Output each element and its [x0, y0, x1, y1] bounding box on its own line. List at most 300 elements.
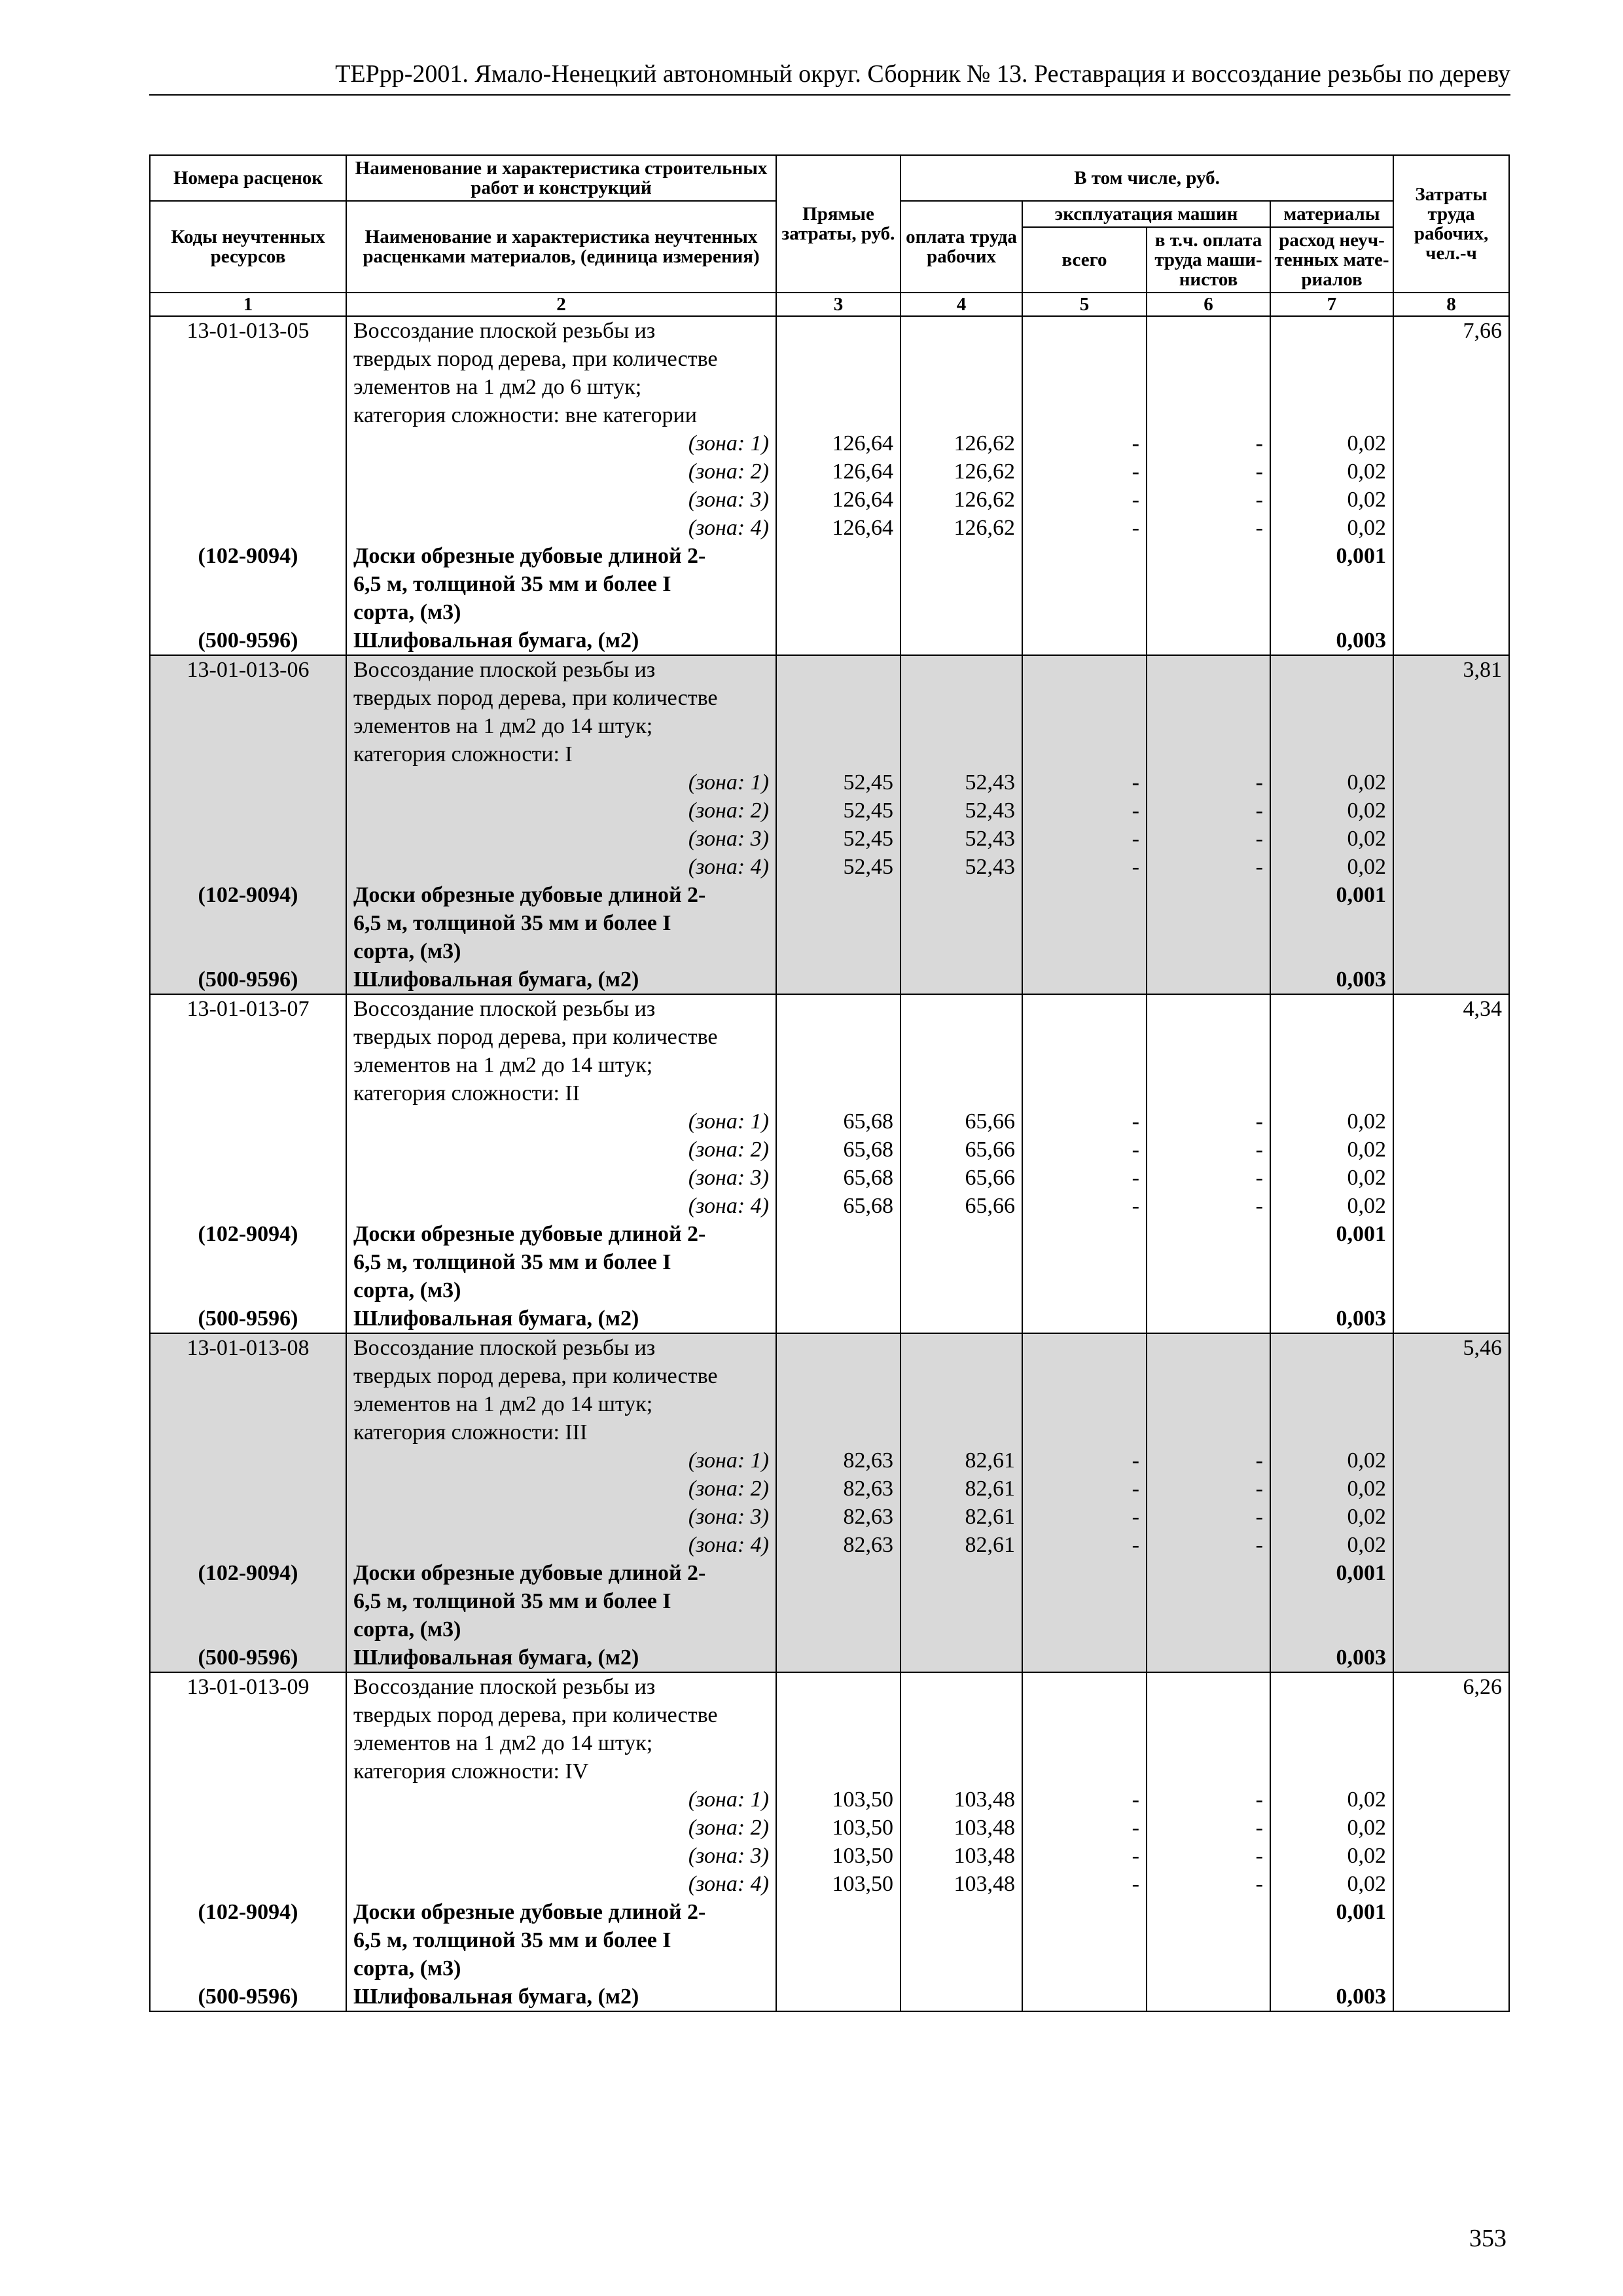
materials-cost: 0,02: [1270, 1192, 1393, 1220]
materials-cost: 0,02: [1270, 429, 1393, 457]
resource-name-line: Шлифовальная бумага, (м2): [346, 1643, 776, 1672]
machine-total: -: [1022, 1503, 1147, 1531]
empty-cell: [776, 1729, 901, 1757]
zone-row: [150, 1531, 1509, 1559]
empty-cell: [1147, 1982, 1270, 2011]
rate-name-line: твердых пород дерева, при количестве: [346, 345, 776, 373]
resource-row: [150, 1559, 1509, 1587]
empty-cell: [1393, 345, 1509, 373]
empty-cell: [150, 345, 346, 373]
empty-cell: [1393, 1362, 1509, 1390]
empty-cell: [776, 881, 901, 909]
resource-code: (102-9094): [150, 1898, 346, 1926]
empty-cell: [1270, 1051, 1393, 1079]
materials-cost: 0,02: [1270, 457, 1393, 486]
resource-row: [150, 1926, 1509, 1954]
empty-cell: [901, 345, 1022, 373]
rate-name-line: твердых пород дерева, при количестве: [346, 1701, 776, 1729]
empty-cell: [1147, 1672, 1270, 1701]
worker-pay: 126,62: [901, 429, 1022, 457]
empty-cell: [1393, 797, 1509, 825]
materials-cost: 0,02: [1270, 1531, 1393, 1559]
empty-cell: [1022, 1051, 1147, 1079]
direct-cost: 65,68: [776, 1192, 901, 1220]
empty-cell: [1147, 1418, 1270, 1446]
worker-pay: 65,66: [901, 1192, 1022, 1220]
empty-cell: [901, 1276, 1022, 1304]
empty-cell: [1147, 542, 1270, 570]
materials-cost: 0,02: [1270, 853, 1393, 881]
empty-cell: [1393, 1954, 1509, 1982]
empty-cell: [901, 1079, 1022, 1107]
empty-cell: [1022, 909, 1147, 937]
machinist-pay: -: [1147, 486, 1270, 514]
column-number: 1: [150, 293, 346, 316]
empty-cell: [1147, 598, 1270, 626]
zone-row: [150, 825, 1509, 853]
empty-cell: [150, 1192, 346, 1220]
empty-cell: [150, 429, 346, 457]
resource-row: [150, 937, 1509, 965]
empty-cell: [1022, 1982, 1147, 2011]
rate-name-row: [150, 316, 1509, 345]
empty-cell: [150, 684, 346, 712]
empty-cell: [1147, 316, 1270, 345]
worker-pay: 82,61: [901, 1446, 1022, 1475]
machine-total: -: [1022, 1136, 1147, 1164]
direct-cost: 126,64: [776, 429, 901, 457]
rate-name-row: [150, 1418, 1509, 1446]
empty-cell: [150, 1023, 346, 1051]
empty-cell: [776, 1672, 901, 1701]
empty-cell: [150, 1248, 346, 1276]
column-number: 2: [346, 293, 776, 316]
empty-cell: [1022, 655, 1147, 684]
empty-cell: [1393, 429, 1509, 457]
empty-cell: [1147, 1333, 1270, 1362]
direct-cost: 82,63: [776, 1531, 901, 1559]
rate-block: [150, 316, 1509, 655]
zone-label: (зона: 4): [346, 853, 776, 881]
direct-cost: 52,45: [776, 768, 901, 797]
empty-cell: [1147, 345, 1270, 373]
machine-total: -: [1022, 514, 1147, 542]
empty-cell: [776, 1276, 901, 1304]
rate-name-line: элементов на 1 дм2 до 14 штук;: [346, 1729, 776, 1757]
materials-cost: 0,02: [1270, 1164, 1393, 1192]
rate-block: [150, 655, 1509, 994]
empty-cell: [1393, 1023, 1509, 1051]
empty-cell: [1393, 542, 1509, 570]
labor-cost: 7,66: [1393, 316, 1509, 345]
worker-pay: 52,43: [901, 768, 1022, 797]
resource-name-line: 6,5 м, толщиной 35 мм и более I: [346, 1248, 776, 1276]
machine-total: -: [1022, 853, 1147, 881]
machine-total: -: [1022, 429, 1147, 457]
zone-label: (зона: 1): [346, 1785, 776, 1814]
empty-cell: [1270, 1672, 1393, 1701]
zone-label: (зона: 4): [346, 514, 776, 542]
resource-name-line: сорта, (м3): [346, 1615, 776, 1643]
direct-cost: 103,50: [776, 1785, 901, 1814]
empty-cell: [150, 797, 346, 825]
rate-name-row: [150, 1362, 1509, 1390]
zone-label: (зона: 3): [346, 486, 776, 514]
resource-consumption: 0,003: [1270, 1643, 1393, 1672]
header-machine-operation: эксплуатация машин: [1022, 201, 1270, 227]
materials-cost: 0,02: [1270, 1814, 1393, 1842]
machine-total: -: [1022, 1475, 1147, 1503]
direct-cost: 126,64: [776, 486, 901, 514]
machine-total: -: [1022, 1870, 1147, 1898]
empty-cell: [1022, 994, 1147, 1023]
resource-row: [150, 1982, 1509, 2011]
materials-cost: 0,02: [1270, 1446, 1393, 1475]
materials-cost: 0,02: [1270, 1842, 1393, 1870]
worker-pay: 52,43: [901, 825, 1022, 853]
machinist-pay: -: [1147, 429, 1270, 457]
empty-cell: [901, 937, 1022, 965]
zone-row: [150, 514, 1509, 542]
empty-cell: [150, 1701, 346, 1729]
empty-cell: [150, 1615, 346, 1643]
page-header: ТЕРрр-2001. Ямало-Ненецкий автономный округ. Сборник № 13. Реставрация и воссоздание резьбы по дереву: [149, 58, 1510, 96]
empty-cell: [1393, 1248, 1509, 1276]
rate-name-line: категория сложности: II: [346, 1079, 776, 1107]
resource-code: (102-9094): [150, 1220, 346, 1248]
zone-row: [150, 1192, 1509, 1220]
zone-label: (зона: 2): [346, 1475, 776, 1503]
direct-cost: 52,45: [776, 825, 901, 853]
materials-cost: 0,02: [1270, 1785, 1393, 1814]
machinist-pay: -: [1147, 1136, 1270, 1164]
empty-cell: [776, 909, 901, 937]
empty-cell: [1022, 881, 1147, 909]
resource-consumption: 0,001: [1270, 881, 1393, 909]
empty-cell: [1147, 655, 1270, 684]
empty-cell: [1393, 457, 1509, 486]
empty-cell: [776, 1559, 901, 1587]
empty-cell: [1270, 684, 1393, 712]
empty-cell: [150, 486, 346, 514]
empty-cell: [1022, 401, 1147, 429]
empty-cell: [776, 1079, 901, 1107]
rate-name-row: [150, 401, 1509, 429]
materials-cost: 0,02: [1270, 514, 1393, 542]
zone-row: [150, 1446, 1509, 1475]
machine-total: -: [1022, 797, 1147, 825]
zone-label: (зона: 3): [346, 1164, 776, 1192]
resource-consumption: 0,001: [1270, 1559, 1393, 1587]
resource-row: [150, 1954, 1509, 1982]
empty-cell: [1393, 1814, 1509, 1842]
empty-cell: [150, 1503, 346, 1531]
rate-name-row: [150, 1757, 1509, 1785]
empty-cell: [1393, 740, 1509, 768]
header-rates-number: Номера расценок: [150, 155, 346, 201]
zone-label: (зона: 1): [346, 768, 776, 797]
empty-cell: [150, 909, 346, 937]
empty-cell: [150, 853, 346, 881]
empty-cell: [901, 684, 1022, 712]
machine-total: -: [1022, 1446, 1147, 1475]
empty-cell: [776, 1390, 901, 1418]
empty-cell: [776, 542, 901, 570]
empty-cell: [1393, 1503, 1509, 1531]
empty-cell: [1147, 1587, 1270, 1615]
zone-row: [150, 1503, 1509, 1531]
worker-pay: 126,62: [901, 514, 1022, 542]
empty-cell: [150, 1418, 346, 1446]
empty-cell: [1393, 1729, 1509, 1757]
resource-code: (102-9094): [150, 881, 346, 909]
worker-pay: 82,61: [901, 1531, 1022, 1559]
rate-name-row: [150, 1729, 1509, 1757]
empty-cell: [1022, 1276, 1147, 1304]
empty-cell: [150, 1926, 346, 1954]
empty-cell: [150, 768, 346, 797]
resource-name-line: Доски обрезные дубовые длиной 2-: [346, 881, 776, 909]
resource-code: (500-9596): [150, 1643, 346, 1672]
rate-code: 13-01-013-08: [150, 1333, 346, 1362]
empty-cell: [1147, 1729, 1270, 1757]
resource-consumption: 0,003: [1270, 626, 1393, 655]
empty-cell: [1022, 1248, 1147, 1276]
column-number: 6: [1147, 293, 1270, 316]
header-materials: материалы: [1270, 201, 1393, 227]
rate-name-row: [150, 1701, 1509, 1729]
machine-total: -: [1022, 825, 1147, 853]
labor-cost: 3,81: [1393, 655, 1509, 684]
worker-pay: 82,61: [901, 1475, 1022, 1503]
machinist-pay: -: [1147, 797, 1270, 825]
rate-name-row: [150, 712, 1509, 740]
empty-cell: [1147, 1248, 1270, 1276]
empty-cell: [776, 1615, 901, 1643]
empty-cell: [776, 1418, 901, 1446]
empty-cell: [901, 1982, 1022, 2011]
empty-cell: [1393, 373, 1509, 401]
empty-cell: [1393, 881, 1509, 909]
materials-cost: 0,02: [1270, 797, 1393, 825]
resource-name-line: Доски обрезные дубовые длиной 2-: [346, 542, 776, 570]
empty-cell: [1147, 1757, 1270, 1785]
empty-cell: [1393, 1304, 1509, 1333]
rate-code: 13-01-013-07: [150, 994, 346, 1023]
empty-cell: [150, 1276, 346, 1304]
direct-cost: 52,45: [776, 797, 901, 825]
empty-cell: [1270, 1418, 1393, 1446]
empty-cell: [150, 1785, 346, 1814]
rate-name-line: элементов на 1 дм2 до 14 штук;: [346, 1051, 776, 1079]
rate-block: [150, 1672, 1509, 2011]
empty-cell: [776, 626, 901, 655]
worker-pay: 103,48: [901, 1814, 1022, 1842]
resource-row: [150, 626, 1509, 655]
empty-cell: [150, 1531, 346, 1559]
empty-cell: [1022, 1362, 1147, 1390]
empty-cell: [1022, 1701, 1147, 1729]
rate-name-line: твердых пород дерева, при количестве: [346, 1023, 776, 1051]
labor-cost: 5,46: [1393, 1333, 1509, 1362]
zone-row: [150, 1107, 1509, 1136]
header-including: В том числе, руб.: [901, 155, 1393, 201]
direct-cost: 103,50: [776, 1842, 901, 1870]
zone-label: (зона: 2): [346, 797, 776, 825]
empty-cell: [150, 1136, 346, 1164]
empty-cell: [776, 994, 901, 1023]
machine-total: -: [1022, 1814, 1147, 1842]
empty-cell: [1393, 712, 1509, 740]
empty-cell: [1147, 1023, 1270, 1051]
empty-cell: [901, 1615, 1022, 1643]
empty-cell: [150, 1475, 346, 1503]
empty-cell: [1393, 1390, 1509, 1418]
empty-cell: [1022, 1729, 1147, 1757]
empty-cell: [776, 1333, 901, 1362]
zone-row: [150, 1870, 1509, 1898]
empty-cell: [1022, 937, 1147, 965]
empty-cell: [901, 316, 1022, 345]
column-number: 7: [1270, 293, 1393, 316]
rate-code: 13-01-013-09: [150, 1672, 346, 1701]
direct-cost: 82,63: [776, 1475, 901, 1503]
resource-name-line: 6,5 м, толщиной 35 мм и более I: [346, 1587, 776, 1615]
machine-total: -: [1022, 1107, 1147, 1136]
rate-name-line: Воссоздание плоской резьбы из: [346, 994, 776, 1023]
header-machinist-pay: в т.ч. оплата труда маши-нистов: [1147, 227, 1270, 293]
column-number: 8: [1393, 293, 1509, 316]
resource-name-line: 6,5 м, толщиной 35 мм и более I: [346, 1926, 776, 1954]
rate-name-row: [150, 684, 1509, 712]
empty-cell: [1147, 1390, 1270, 1418]
empty-cell: [1147, 1276, 1270, 1304]
empty-cell: [776, 937, 901, 965]
empty-cell: [901, 1672, 1022, 1701]
rate-name-row: [150, 373, 1509, 401]
empty-cell: [1393, 1531, 1509, 1559]
empty-cell: [1270, 1023, 1393, 1051]
empty-cell: [901, 401, 1022, 429]
empty-cell: [901, 598, 1022, 626]
empty-cell: [1270, 401, 1393, 429]
rate-name-row: [150, 1023, 1509, 1051]
empty-cell: [1270, 712, 1393, 740]
rate-name-line: категория сложности: I: [346, 740, 776, 768]
resource-name-line: Шлифовальная бумага, (м2): [346, 1304, 776, 1333]
empty-cell: [1393, 1926, 1509, 1954]
empty-cell: [1147, 1051, 1270, 1079]
labor-cost: 4,34: [1393, 994, 1509, 1023]
empty-cell: [1393, 1192, 1509, 1220]
empty-cell: [1147, 1304, 1270, 1333]
empty-cell: [150, 1870, 346, 1898]
empty-cell: [776, 401, 901, 429]
rate-name-row: [150, 1079, 1509, 1107]
empty-cell: [1022, 1333, 1147, 1362]
resource-name-line: сорта, (м3): [346, 1954, 776, 1982]
empty-cell: [1022, 1898, 1147, 1926]
empty-cell: [901, 1220, 1022, 1248]
rate-name-row: [150, 1672, 1509, 1701]
zone-label: (зона: 2): [346, 1814, 776, 1842]
zone-label: (зона: 4): [346, 1192, 776, 1220]
empty-cell: [1393, 1785, 1509, 1814]
machinist-pay: -: [1147, 1814, 1270, 1842]
resource-row: [150, 598, 1509, 626]
rate-name-row: [150, 740, 1509, 768]
zone-row: [150, 1814, 1509, 1842]
empty-cell: [776, 316, 901, 345]
empty-cell: [1270, 1390, 1393, 1418]
machine-total: -: [1022, 1842, 1147, 1870]
header-resource-names: Наименование и характеристика неучтенных расценками материалов, (единица измерения): [346, 201, 776, 293]
empty-cell: [901, 965, 1022, 994]
zone-label: (зона: 3): [346, 825, 776, 853]
zone-label: (зона: 4): [346, 1870, 776, 1898]
resource-consumption: 0,001: [1270, 1220, 1393, 1248]
empty-cell: [1022, 542, 1147, 570]
empty-cell: [1022, 965, 1147, 994]
zone-label: (зона: 3): [346, 1503, 776, 1531]
empty-cell: [1147, 401, 1270, 429]
resource-name-line: Шлифовальная бумага, (м2): [346, 626, 776, 655]
empty-cell: [776, 598, 901, 626]
worker-pay: 52,43: [901, 797, 1022, 825]
empty-cell: [1147, 1954, 1270, 1982]
empty-cell: [776, 1304, 901, 1333]
empty-cell: [1147, 965, 1270, 994]
rate-name-line: элементов на 1 дм2 до 6 штук;: [346, 373, 776, 401]
empty-cell: [901, 1418, 1022, 1446]
machinist-pay: -: [1147, 1870, 1270, 1898]
machine-total: -: [1022, 1164, 1147, 1192]
empty-cell: [1147, 684, 1270, 712]
empty-cell: [1270, 1333, 1393, 1362]
empty-cell: [1022, 712, 1147, 740]
empty-cell: [1022, 1757, 1147, 1785]
empty-cell: [1022, 684, 1147, 712]
resource-name-line: 6,5 м, толщиной 35 мм и более I: [346, 909, 776, 937]
machinist-pay: -: [1147, 1503, 1270, 1531]
empty-cell: [1022, 598, 1147, 626]
rate-name-line: твердых пород дерева, при количестве: [346, 1362, 776, 1390]
empty-cell: [1022, 1390, 1147, 1418]
rate-name-row: [150, 994, 1509, 1023]
empty-cell: [1393, 570, 1509, 598]
empty-cell: [901, 909, 1022, 937]
empty-cell: [150, 1107, 346, 1136]
empty-cell: [776, 1220, 901, 1248]
empty-cell: [1393, 1757, 1509, 1785]
empty-cell: [1022, 1023, 1147, 1051]
direct-cost: 52,45: [776, 853, 901, 881]
empty-cell: [776, 1362, 901, 1390]
empty-cell: [901, 542, 1022, 570]
empty-cell: [150, 1051, 346, 1079]
empty-cell: [1393, 684, 1509, 712]
header-work-name: Наименование и характеристика строительных работ и конструкций: [346, 155, 776, 201]
rate-code: 13-01-013-06: [150, 655, 346, 684]
empty-cell: [1270, 909, 1393, 937]
machine-total: -: [1022, 768, 1147, 797]
empty-cell: [776, 655, 901, 684]
empty-cell: [1022, 373, 1147, 401]
page-number: 353: [1469, 2225, 1507, 2252]
zone-label: (зона: 1): [346, 1107, 776, 1136]
empty-cell: [1393, 1898, 1509, 1926]
empty-cell: [1393, 1220, 1509, 1248]
